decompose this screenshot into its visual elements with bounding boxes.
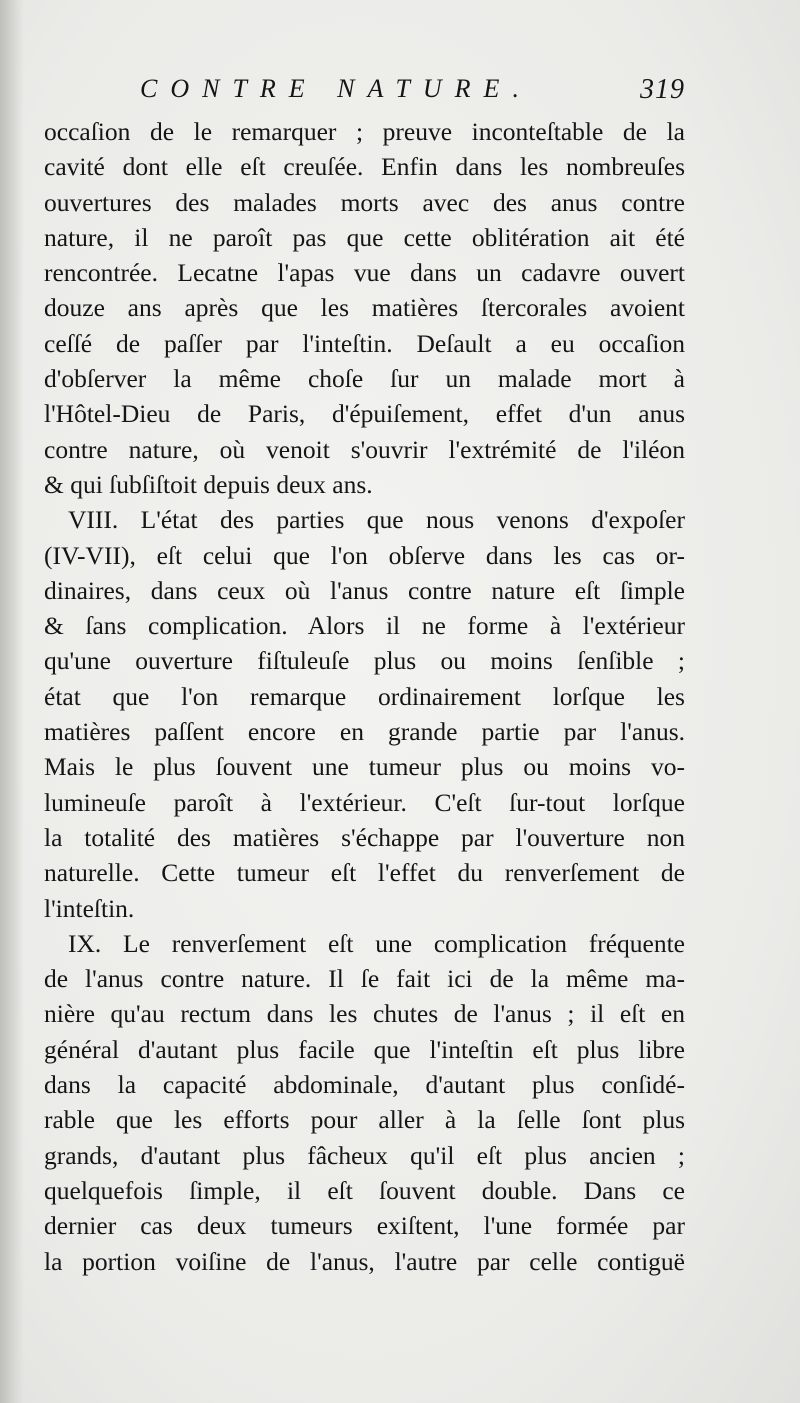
text-line: dinaires, dans ceux où l'anus contre nature eſt ſimple: [44, 575, 685, 605]
text-line: nature, il ne paroît pas que cette oblitération ait été: [44, 222, 685, 252]
body-text: [44, 114, 685, 1279]
text-line: l'Hôtel-Dieu de Paris, d'épuiſement, effet d'un anus: [44, 399, 685, 429]
text-line: dans la capacité abdominale, d'autant plus conſidé-: [44, 1070, 685, 1100]
page-number: 319: [640, 74, 685, 105]
text-line: général d'autant plus facile que l'inteſtin eſt plus libre: [44, 1034, 685, 1064]
text-line: dernier cas deux tumeurs exiſtent, l'une formée par: [44, 1211, 685, 1241]
text-line: ouvertures des malades morts avec des anus contre: [44, 187, 685, 217]
text-line: rencontrée. Lecatne l'apas vue dans un cadavre ouvert: [44, 258, 685, 288]
page-header: [140, 74, 685, 114]
text-line: douze ans après que les matières ſtercorales avoient: [44, 293, 685, 323]
text-line: d'obſerver la même choſe ſur un malade mort à: [44, 364, 685, 394]
text-line: occaſion de le remarquer ; preuve inconteſtable de la: [44, 117, 685, 146]
section-start-line: IX. Le renverſement eſt une complication fréquente: [68, 928, 685, 958]
text-line: (IV-VII), eſt celui que l'on obſerve dans les cas or-: [44, 540, 685, 570]
running-title: CONTRE NATURE.: [140, 74, 532, 103]
text-line: la portion voiſine de l'anus, l'autre par celle contiguë: [44, 1246, 685, 1276]
text-line: grands, d'autant plus fâcheux qu'il eſt plus ancien ;: [44, 1140, 685, 1170]
text-line: contre nature, où venoit s'ouvrir l'extrémité de l'iléon: [44, 434, 685, 464]
text-line: l'inteſtin.: [44, 893, 135, 923]
text-line: cavité dont elle eſt creuſée. Enfin dans les nombreuſes: [44, 152, 685, 182]
text-line: quelquefois ſimple, il eſt ſouvent double. Dans ce: [44, 1175, 685, 1205]
text-line: naturelle. Cette tumeur eſt l'effet du renverſement de: [44, 858, 685, 888]
text-line: rable que les efforts pour aller à la ſelle ſont plus: [44, 1105, 685, 1135]
text-line: ceſſé de paſſer par l'inteſtin. Deſault a eu occaſion: [44, 328, 685, 358]
text-line: & qui ſubſiſtoit depuis deux ans.: [44, 469, 373, 499]
text-line: qu'une ouverture fiſtuleuſe plus ou moins ſenſible ;: [44, 646, 685, 676]
text-line: état que l'on remarque ordinairement lorſque les: [44, 681, 685, 711]
page-gutter-shadow: [0, 0, 24, 1403]
text-line: Mais le plus ſouvent une tumeur plus ou moins vo-: [44, 752, 685, 782]
text-line: la totalité des matières s'échappe par l'ouverture non: [44, 822, 685, 852]
section-start-line: VIII. L'état des parties que nous venons d'expoſer: [68, 505, 685, 535]
text-line: de l'anus contre nature. Il ſe fait ici de la même ma-: [44, 964, 685, 994]
text-line: lumineuſe paroît à l'extérieur. C'eſt ſur-tout lorſque: [44, 787, 685, 817]
text-line: nière qu'au rectum dans les chutes de l'anus ; il eſt en: [44, 999, 685, 1029]
text-line: & ſans complication. Alors il ne forme à l'extérieur: [44, 611, 685, 641]
text-line: matières paſſent encore en grande partie par l'anus.: [44, 717, 685, 747]
